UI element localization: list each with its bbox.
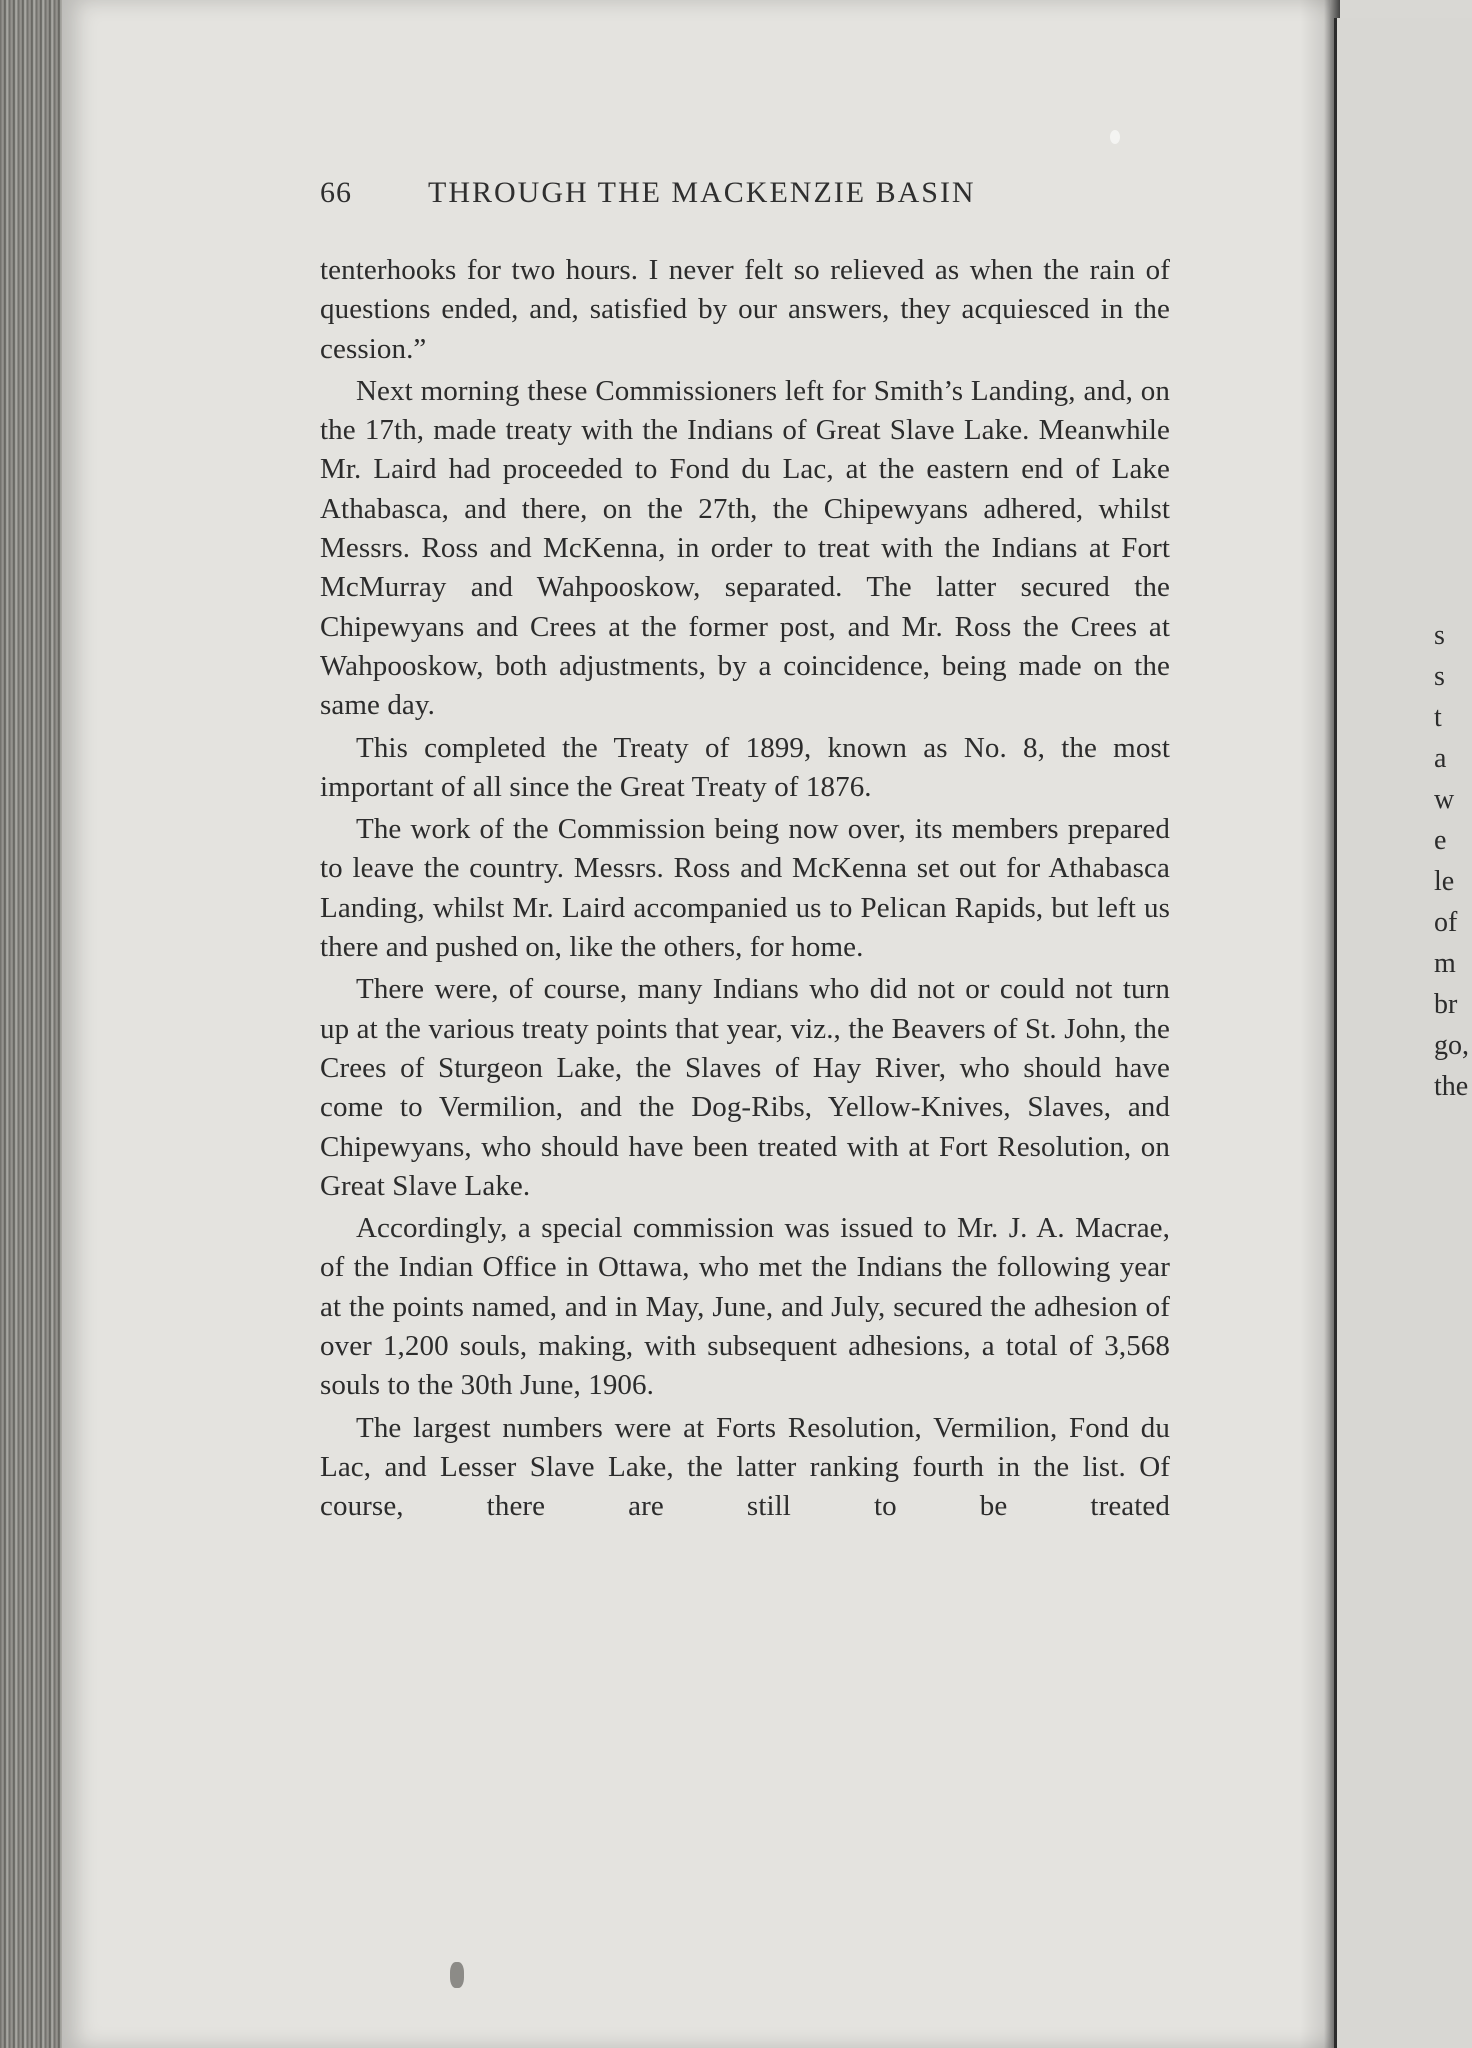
page-header: [320, 176, 1170, 220]
right-page-text-fragments: [1434, 615, 1472, 1107]
paragraph-6: Accordingly, a special commission was issued to Mr. J. A. Macrae, of the Indian Office in Ottawa, who met the Indians the following year at the points named, and in May, June, and July, secured the adhesion of over 1,200 souls, making, with subsequent adhesions, a total of 3,568 souls to the 30th June, 1906.: [320, 1212, 1170, 1402]
page-number: 66: [320, 176, 352, 209]
right-fragment: t: [1434, 702, 1442, 733]
right-fragment: of: [1434, 907, 1458, 938]
right-fragment: a: [1434, 743, 1447, 774]
right-fragment: the: [1434, 1071, 1469, 1102]
paragraph-3: This completed the Treaty of 1899, known as No. 8, the most important of all since the Great Treaty of 1876.: [320, 731, 1170, 803]
body-text: [320, 251, 1170, 1530]
right-fragment: go,: [1434, 1030, 1469, 1061]
book-page-edges: [0, 0, 70, 2048]
paragraph-5: There were, of course, many Indians who did not or could not turn up at the various treaty points that year, viz., the Beavers of St. John, the Crees of Sturgeon Lake, the Slaves of Hay River, who should have come to Vermilion, and the Dog-Ribs, Yellow-Knives, Slaves, and Chipewyans, who should have been treated with at Fort Resolution, on Great Slave Lake.: [320, 973, 1170, 1202]
right-fragment: s: [1434, 620, 1445, 651]
right-fragment: br: [1434, 989, 1458, 1020]
running-head: THROUGH THE MACKENZIE BASIN: [428, 176, 976, 209]
right-fragment: m: [1434, 948, 1456, 979]
paragraph-2: Next morning these Commissioners left for Smith’s Landing, and, on the 17th, made treaty with the Indians of Great Slave Lake. Meanwhile Mr. Laird had proceeded to Fond du Lac, at the eastern end of Lake Athabasca, and there, on the 27th, the Chipewyans adhered, whilst Messrs. Ross and McKenna, in order to treat with the Indians at Fort McMurray and Wahpooskow, separated. The latter secured the Chipewyans and Crees at the former post, and Mr. Ross the Crees at Wahpooskow, both adjustments, by a coincidence, being made on the same day.: [320, 374, 1170, 722]
paragraph-7: The largest numbers were at Forts Resolution, Vermilion, Fond du Lac, and Lesser Slave Lake, the latter ranking fourth in the list. Of course, there are still to be treated: [320, 1411, 1170, 1523]
right-fragment: w: [1434, 784, 1455, 815]
right-fragment: e: [1434, 825, 1447, 856]
right-fragment: s: [1434, 661, 1445, 692]
paper-speck: [1110, 130, 1120, 144]
right-fragment: le: [1434, 866, 1455, 897]
paragraph-4: The work of the Commission being now over, its members prepared to leave the country. Messrs. Ross and McKenna set out for Athabasca Landing, whilst Mr. Laird accompanied us to Pelican Rapids, but left us there and pushed on, like the others, for home.: [320, 813, 1170, 964]
ink-smudge: [450, 1962, 464, 1988]
paragraph-1: tenterhooks for two hours. I never felt so relieved as when the rain of questions ended, and, satisfied by our answers, they acquiesced in the cession.”: [320, 254, 1170, 365]
